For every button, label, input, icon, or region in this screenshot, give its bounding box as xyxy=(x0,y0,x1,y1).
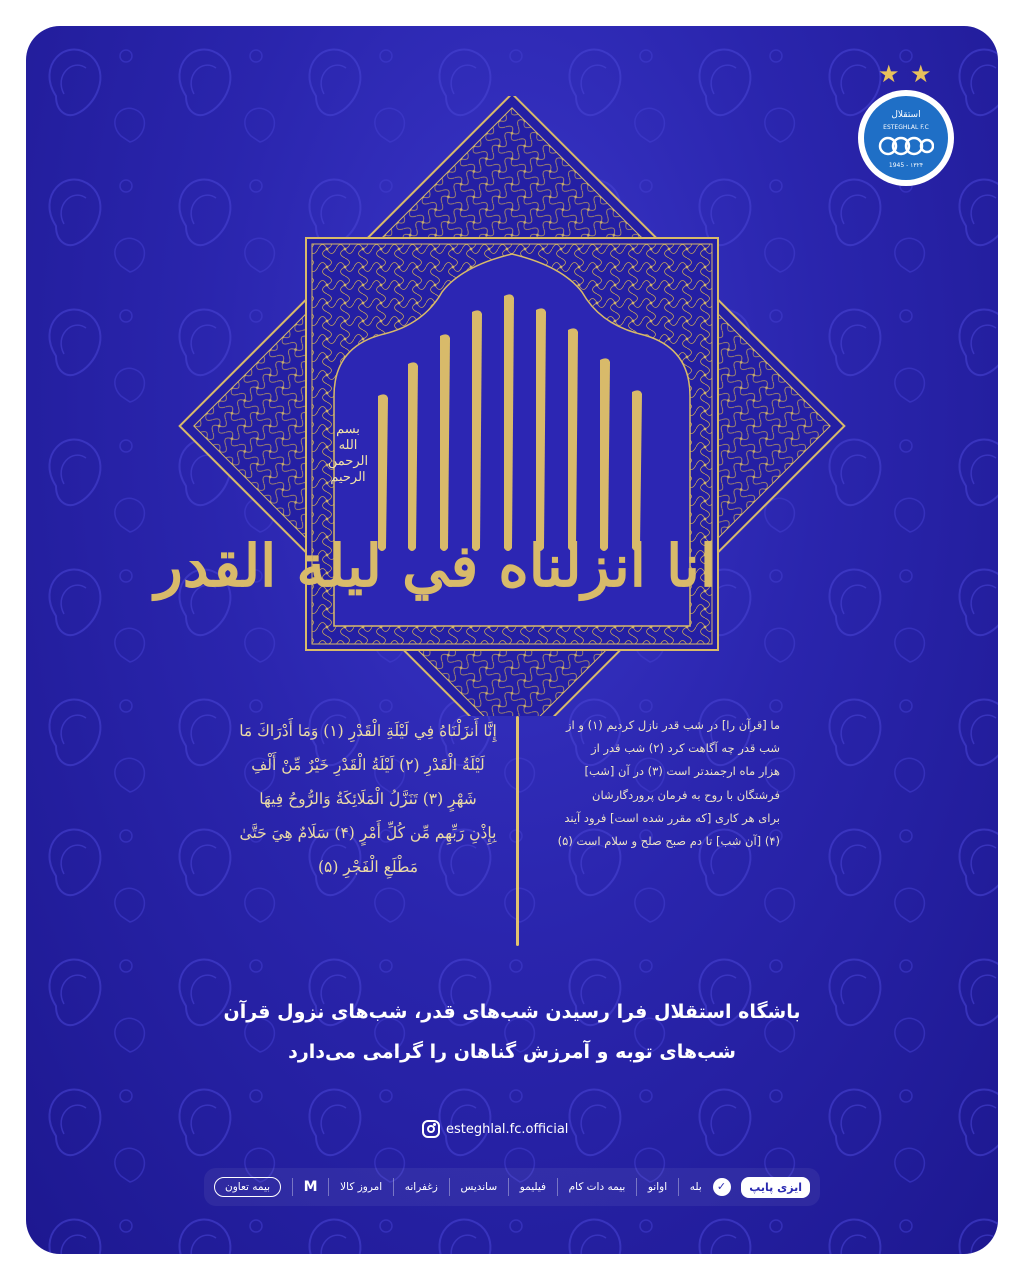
verse-divider xyxy=(516,716,519,946)
basmala-text: بسم الله الرحمن الرحیم xyxy=(327,422,369,485)
persian-translation xyxy=(540,714,780,954)
instagram-icon xyxy=(422,1120,440,1138)
star-icon: ★ xyxy=(910,60,932,88)
calligraphy-title: انا انزلناه في ليلة القدر xyxy=(154,532,716,600)
sponsor-separator xyxy=(508,1178,509,1196)
sponsor-logo: اوانو xyxy=(647,1181,668,1193)
arabic-verse-line: إِنَّا أَنزَلْنَاهُ فِي لَيْلَةِ الْقَدْرِ (۱) وَمَا أَدْرَاكَ مَا xyxy=(239,722,497,740)
arabic-verse-line: مَطْلَعِ الْفَجْرِ (۵) xyxy=(317,858,419,876)
headline xyxy=(106,992,918,1072)
club-founded: 1945 - ۱۳۲۴ xyxy=(888,162,924,169)
club-badge xyxy=(858,90,954,186)
arabic-verse-line: شَهْرٍ (۳) تَنَزَّلُ الْمَلَائِكَةُ وَالرُّوحُ فِيهَا xyxy=(259,790,477,808)
check-icon xyxy=(713,1178,731,1196)
arabic-verse-line: لَيْلَةُ الْقَدْرِ (۲) لَيْلَةُ الْقَدْرِ خَيْرٌ مِّنْ أَلْفِ xyxy=(251,756,485,774)
ornamental-frame xyxy=(156,96,868,716)
sponsor-separator xyxy=(292,1178,293,1196)
headline-line-2: شب‌های توبه و آمرزش گناهان را گرامی می‌دارد xyxy=(288,1041,736,1063)
sponsor-separator xyxy=(636,1178,637,1196)
sponsor-logo: ایزی پایپ xyxy=(741,1177,810,1198)
club-latin-name: ESTEGHLAL F.C xyxy=(883,124,929,131)
sponsor-separator xyxy=(449,1178,450,1196)
sponsor-bar xyxy=(204,1168,820,1206)
sponsor-logo: زغفرانه xyxy=(404,1181,438,1193)
sponsor-logo: امروز کالا xyxy=(340,1181,383,1193)
star-icon: ★ xyxy=(878,60,900,88)
sponsor-logo: بله xyxy=(689,1181,702,1193)
sponsor-separator xyxy=(678,1178,679,1196)
championship-stars xyxy=(874,62,938,86)
sponsor-logo: فیلیمو xyxy=(519,1181,547,1193)
poster xyxy=(26,26,998,1254)
rings-icon xyxy=(878,136,934,156)
club-logo xyxy=(856,62,956,202)
sponsor-logo: ساندیس xyxy=(460,1181,498,1193)
instagram-link[interactable] xyxy=(422,1116,568,1142)
persian-verse-line: فرشتگان با روح به فرمان پروردگارشان xyxy=(592,787,780,802)
persian-verse-line: ما [قرآن را] در شب قدر نازل کردیم (۱) و از xyxy=(566,718,780,732)
persian-verse-line: برای هر کاری [که مقرر شده است] فرود آیند xyxy=(564,810,780,825)
persian-verse-line: (۴) [آن شب] تا دم صبح صلح و سلام است (۵) xyxy=(557,834,780,849)
persian-verse-line: هزار ماه ارجمندتر است (۳) در آن [شب] xyxy=(584,764,780,779)
sponsor-separator xyxy=(328,1178,329,1196)
arabic-verses xyxy=(222,714,514,954)
persian-verse-line: شب قدر چه آگاهت کرد (۲) شب قدر از xyxy=(591,741,780,756)
sponsor-separator xyxy=(393,1178,394,1196)
headline-line-1: باشگاه استقلال فرا رسیدن شب‌های قدر، شب‌های نزول قرآن xyxy=(223,1001,801,1023)
sponsor-logo: بیمه دات کام xyxy=(568,1181,626,1193)
sponsor-logo: M xyxy=(303,1179,318,1195)
arabic-verse-line: بِإِذْنِ رَبِّهِم مِّن كُلِّ أَمْرٍ (۴) سَلَامٌ هِيَ حَتَّىٰ xyxy=(239,824,497,842)
instagram-handle: esteghlal.fc.official xyxy=(446,1121,569,1137)
sponsor-separator xyxy=(557,1178,558,1196)
club-name: استقلال xyxy=(891,110,921,120)
sponsor-logo: بیمه تعاون xyxy=(214,1177,281,1197)
